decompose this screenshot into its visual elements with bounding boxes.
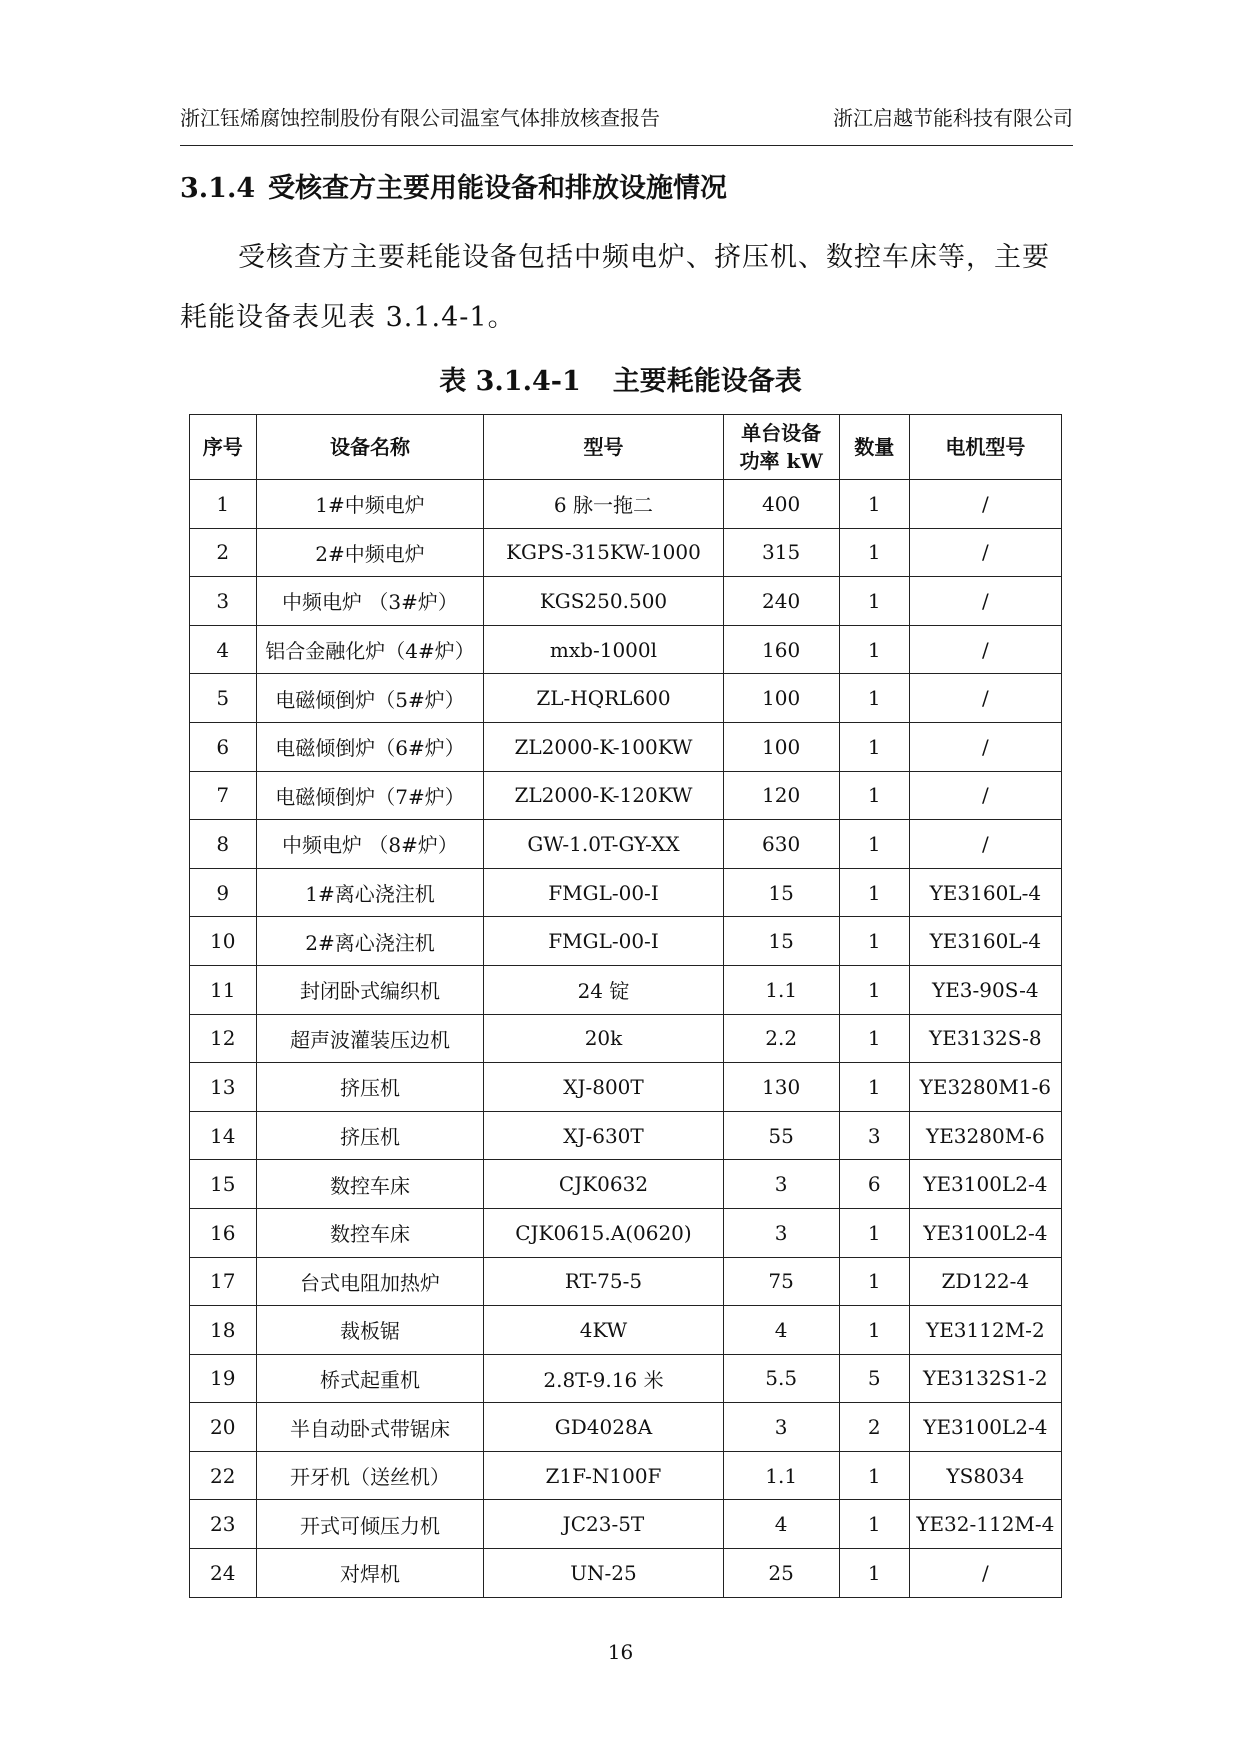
cell-quantity: 1 bbox=[839, 1063, 909, 1112]
cell-index: 20 bbox=[190, 1403, 257, 1452]
cell-model: 20k bbox=[484, 1014, 723, 1063]
cell-motor: / bbox=[909, 1549, 1061, 1598]
cell-motor: YE3280M1-6 bbox=[909, 1063, 1061, 1112]
table-row bbox=[190, 480, 1062, 529]
cell-motor: YE3132S-8 bbox=[909, 1014, 1061, 1063]
cell-name: 电磁倾倒炉（5#炉） bbox=[256, 674, 484, 723]
cell-index: 4 bbox=[190, 625, 257, 674]
cell-motor: YE3112M-2 bbox=[909, 1306, 1061, 1355]
cell-quantity: 1 bbox=[839, 480, 909, 529]
cell-index: 10 bbox=[190, 917, 257, 966]
cell-power: 3 bbox=[723, 1403, 839, 1452]
cell-motor: / bbox=[909, 820, 1061, 869]
cell-index: 23 bbox=[190, 1500, 257, 1549]
cell-motor: / bbox=[909, 577, 1061, 626]
cell-power: 160 bbox=[723, 625, 839, 674]
page-header bbox=[180, 102, 1073, 146]
table-row bbox=[190, 1257, 1062, 1306]
cell-quantity: 1 bbox=[839, 771, 909, 820]
cell-quantity: 1 bbox=[839, 965, 909, 1014]
cell-name: 中频电炉 （3#炉） bbox=[256, 577, 484, 626]
cell-name: 裁板锯 bbox=[256, 1306, 484, 1355]
cell-model: XJ-800T bbox=[484, 1063, 723, 1112]
cell-index: 12 bbox=[190, 1014, 257, 1063]
cell-quantity: 5 bbox=[839, 1354, 909, 1403]
cell-power: 2.2 bbox=[723, 1014, 839, 1063]
table-row bbox=[190, 528, 1062, 577]
cell-model: JC23-5T bbox=[484, 1500, 723, 1549]
cell-model: ZL2000-K-120KW bbox=[484, 771, 723, 820]
cell-power: 630 bbox=[723, 820, 839, 869]
cell-model: GD4028A bbox=[484, 1403, 723, 1452]
cell-index: 24 bbox=[190, 1549, 257, 1598]
cell-index: 6 bbox=[190, 722, 257, 771]
cell-power: 1.1 bbox=[723, 965, 839, 1014]
cell-index: 17 bbox=[190, 1257, 257, 1306]
cell-index: 19 bbox=[190, 1354, 257, 1403]
cell-name: 电磁倾倒炉（7#炉） bbox=[256, 771, 484, 820]
body-paragraph: 受核查方主要耗能设备包括中频电炉、挤压机、数控车床等，主要耗能设备表见表 3.1.4-1。 bbox=[180, 242, 1050, 333]
table-row bbox=[190, 722, 1062, 771]
cell-name: 中频电炉 （8#炉） bbox=[256, 820, 484, 869]
cell-index: 11 bbox=[190, 965, 257, 1014]
cell-name: 数控车床 bbox=[256, 1160, 484, 1209]
col-header-motor: 电机型号 bbox=[909, 415, 1061, 480]
cell-model: GW-1.0T-GY-XX bbox=[484, 820, 723, 869]
cell-quantity: 1 bbox=[839, 1306, 909, 1355]
cell-quantity: 1 bbox=[839, 722, 909, 771]
cell-motor: YE3100L2-4 bbox=[909, 1160, 1061, 1209]
cell-motor: / bbox=[909, 480, 1061, 529]
cell-name: 半自动卧式带锯床 bbox=[256, 1403, 484, 1452]
table-row bbox=[190, 1549, 1062, 1598]
cell-motor: / bbox=[909, 771, 1061, 820]
col-header-quantity: 数量 bbox=[839, 415, 909, 480]
table-row bbox=[190, 1014, 1062, 1063]
cell-power: 1.1 bbox=[723, 1451, 839, 1500]
cell-power: 100 bbox=[723, 722, 839, 771]
cell-model: ZL-HQRL600 bbox=[484, 674, 723, 723]
cell-motor: YS8034 bbox=[909, 1451, 1061, 1500]
section-title: 受核查方主要用能设备和排放设施情况 bbox=[268, 173, 727, 204]
cell-index: 3 bbox=[190, 577, 257, 626]
cell-name: 2#离心浇注机 bbox=[256, 917, 484, 966]
cell-power: 120 bbox=[723, 771, 839, 820]
cell-model: FMGL-00-I bbox=[484, 917, 723, 966]
cell-model: CJK0615.A(0620) bbox=[484, 1208, 723, 1257]
cell-power: 4 bbox=[723, 1306, 839, 1355]
table-row bbox=[190, 965, 1062, 1014]
equipment-table bbox=[189, 414, 1062, 1598]
table-row bbox=[190, 674, 1062, 723]
col-header-name: 设备名称 bbox=[256, 415, 484, 480]
col-header-power-line1: 单台设备 bbox=[741, 421, 822, 445]
cell-name: 2#中频电炉 bbox=[256, 528, 484, 577]
header-report-title: 浙江钰烯腐蚀控制股份有限公司温室气体排放核查报告 bbox=[180, 106, 660, 130]
cell-motor: YE3160L-4 bbox=[909, 917, 1061, 966]
table-row bbox=[190, 820, 1062, 869]
cell-name: 开牙机（送丝机） bbox=[256, 1451, 484, 1500]
cell-quantity: 1 bbox=[839, 1500, 909, 1549]
table-row bbox=[190, 868, 1062, 917]
cell-power: 4 bbox=[723, 1500, 839, 1549]
cell-name: 电磁倾倒炉（6#炉） bbox=[256, 722, 484, 771]
cell-model: Z1F-N100F bbox=[484, 1451, 723, 1500]
cell-name: 铝合金融化炉（4#炉） bbox=[256, 625, 484, 674]
col-header-power-line2: 功率 kW bbox=[739, 449, 823, 473]
cell-index: 14 bbox=[190, 1111, 257, 1160]
cell-quantity: 1 bbox=[839, 528, 909, 577]
cell-name: 数控车床 bbox=[256, 1208, 484, 1257]
table-row bbox=[190, 577, 1062, 626]
cell-quantity: 1 bbox=[839, 1014, 909, 1063]
cell-quantity: 1 bbox=[839, 625, 909, 674]
cell-index: 1 bbox=[190, 480, 257, 529]
cell-motor: YE3132S1-2 bbox=[909, 1354, 1061, 1403]
cell-quantity: 1 bbox=[839, 917, 909, 966]
cell-power: 15 bbox=[723, 868, 839, 917]
cell-model: 4KW bbox=[484, 1306, 723, 1355]
cell-motor: YE32-112M-4 bbox=[909, 1500, 1061, 1549]
cell-model: RT-75-5 bbox=[484, 1257, 723, 1306]
cell-motor: YE3-90S-4 bbox=[909, 965, 1061, 1014]
cell-quantity: 1 bbox=[839, 1549, 909, 1598]
cell-quantity: 1 bbox=[839, 820, 909, 869]
table-row bbox=[190, 1063, 1062, 1112]
cell-index: 9 bbox=[190, 868, 257, 917]
cell-quantity: 1 bbox=[839, 1451, 909, 1500]
cell-name: 挤压机 bbox=[256, 1111, 484, 1160]
cell-quantity: 6 bbox=[839, 1160, 909, 1209]
cell-model: 2.8T-9.16 米 bbox=[484, 1354, 723, 1403]
cell-model: ZL2000-K-100KW bbox=[484, 722, 723, 771]
table-caption-number: 表 3.1.4-1 bbox=[439, 366, 581, 397]
table-caption bbox=[0, 359, 1241, 398]
cell-model: 24 锭 bbox=[484, 965, 723, 1014]
table-row bbox=[190, 1500, 1062, 1549]
cell-quantity: 1 bbox=[839, 1257, 909, 1306]
cell-name: 桥式起重机 bbox=[256, 1354, 484, 1403]
cell-motor: / bbox=[909, 722, 1061, 771]
cell-name: 挤压机 bbox=[256, 1063, 484, 1112]
cell-model: KGPS-315KW-1000 bbox=[484, 528, 723, 577]
cell-power: 100 bbox=[723, 674, 839, 723]
table-row bbox=[190, 1451, 1062, 1500]
cell-model: KGS250.500 bbox=[484, 577, 723, 626]
cell-motor: / bbox=[909, 625, 1061, 674]
cell-motor: / bbox=[909, 528, 1061, 577]
cell-index: 15 bbox=[190, 1160, 257, 1209]
cell-model: CJK0632 bbox=[484, 1160, 723, 1209]
cell-name: 1#离心浇注机 bbox=[256, 868, 484, 917]
cell-power: 25 bbox=[723, 1549, 839, 1598]
cell-name: 开式可倾压力机 bbox=[256, 1500, 484, 1549]
table-row bbox=[190, 1306, 1062, 1355]
cell-name: 1#中频电炉 bbox=[256, 480, 484, 529]
cell-name: 封闭卧式编织机 bbox=[256, 965, 484, 1014]
cell-model: XJ-630T bbox=[484, 1111, 723, 1160]
cell-index: 22 bbox=[190, 1451, 257, 1500]
cell-power: 315 bbox=[723, 528, 839, 577]
cell-motor: YE3100L2-4 bbox=[909, 1403, 1061, 1452]
cell-power: 5.5 bbox=[723, 1354, 839, 1403]
cell-index: 5 bbox=[190, 674, 257, 723]
cell-motor: YE3280M-6 bbox=[909, 1111, 1061, 1160]
table-caption-title: 主要耗能设备表 bbox=[612, 366, 802, 397]
cell-power: 55 bbox=[723, 1111, 839, 1160]
cell-motor: / bbox=[909, 674, 1061, 723]
cell-motor: ZD122-4 bbox=[909, 1257, 1061, 1306]
cell-model: FMGL-00-I bbox=[484, 868, 723, 917]
cell-power: 240 bbox=[723, 577, 839, 626]
cell-power: 3 bbox=[723, 1160, 839, 1209]
cell-quantity: 2 bbox=[839, 1403, 909, 1452]
cell-quantity: 1 bbox=[839, 868, 909, 917]
cell-index: 16 bbox=[190, 1208, 257, 1257]
cell-model: 6 脉一拖二 bbox=[484, 480, 723, 529]
cell-name: 对焊机 bbox=[256, 1549, 484, 1598]
header-company: 浙江启越节能科技有限公司 bbox=[833, 106, 1073, 130]
cell-power: 75 bbox=[723, 1257, 839, 1306]
section-heading bbox=[180, 166, 727, 205]
table-row bbox=[190, 1160, 1062, 1209]
table-row bbox=[190, 771, 1062, 820]
cell-quantity: 1 bbox=[839, 1208, 909, 1257]
table-row bbox=[190, 1403, 1062, 1452]
table-header-row bbox=[190, 415, 1062, 480]
table-row bbox=[190, 1354, 1062, 1403]
cell-quantity: 1 bbox=[839, 577, 909, 626]
cell-index: 7 bbox=[190, 771, 257, 820]
cell-index: 2 bbox=[190, 528, 257, 577]
table-row bbox=[190, 625, 1062, 674]
table-row bbox=[190, 917, 1062, 966]
cell-index: 18 bbox=[190, 1306, 257, 1355]
cell-power: 3 bbox=[723, 1208, 839, 1257]
section-number: 3.1.4 bbox=[180, 173, 256, 204]
cell-motor: YE3100L2-4 bbox=[909, 1208, 1061, 1257]
cell-power: 15 bbox=[723, 917, 839, 966]
cell-quantity: 3 bbox=[839, 1111, 909, 1160]
cell-model: mxb-1000l bbox=[484, 625, 723, 674]
cell-power: 400 bbox=[723, 480, 839, 529]
cell-index: 13 bbox=[190, 1063, 257, 1112]
table-row bbox=[190, 1208, 1062, 1257]
cell-model: UN-25 bbox=[484, 1549, 723, 1598]
col-header-power bbox=[723, 415, 839, 480]
cell-name: 台式电阻加热炉 bbox=[256, 1257, 484, 1306]
cell-name: 超声波灌装压边机 bbox=[256, 1014, 484, 1063]
col-header-model: 型号 bbox=[484, 415, 723, 480]
page-number: 16 bbox=[607, 1640, 634, 1664]
col-header-index: 序号 bbox=[190, 415, 257, 480]
cell-motor: YE3160L-4 bbox=[909, 868, 1061, 917]
cell-index: 8 bbox=[190, 820, 257, 869]
cell-power: 130 bbox=[723, 1063, 839, 1112]
table-row bbox=[190, 1111, 1062, 1160]
cell-quantity: 1 bbox=[839, 674, 909, 723]
